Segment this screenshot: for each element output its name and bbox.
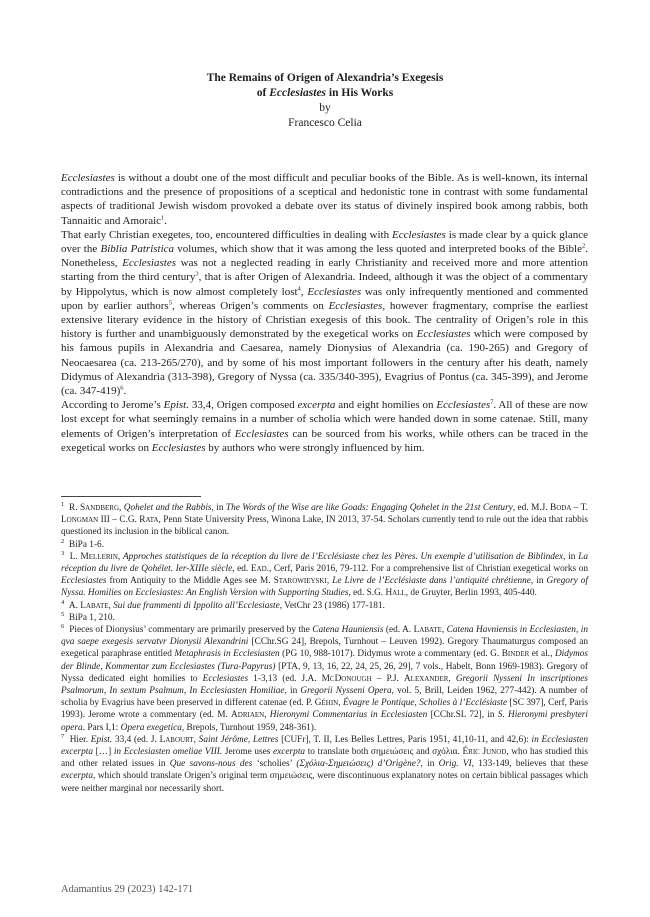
paragraph-2: That early Christian exegetes, too, encountered difficulties in dealing with Ecclesiastes is made clear by a quick glance over the Biblia Patristica volumes, which show that it was among the less quoted and interpreted books of the Bible$^2$. Nonetheless, Ecclesiastes was not a neglected reading in early Christianity and received more and more attention starting from the third century$^3$, that is after Origen of Alexandria. Indeed, although it was the object of a commentary by Hippolytus, which is now almost completely lost$^4$, Ecclesiastes was only infrequently mentioned and commented upon by earlier authors$^5$, whereas Origen’s comments on Ecclesiastes, however fragmentary, comprise the earliest extensive literary evidence in the history of Christian exegesis of this book. The centrality of Origen’s role in this history is further and unambiguously demonstrated by the exegetical works on Ecclesiastes which were composed by his famous pupils in Alexandria and Caesarea, namely Dionysius of Alexandria (ca. 190-265) and Gregory of Neocaesarea (ca. 213-265/270), and by some of his most important followers in the century after his death, namely Didymus of Alexandria (313-398), Gregory of Nyssa (ca. 335/340-395), Evagrius of Pontus (ca. 345-399), and Jerome (ca. 347-419)$^6$. [61,228,589,398]
footnote-separator [61,496,201,497]
article-title-line1: The Remains of Origen of Alexandria’s Exegesis [206,72,444,84]
footnote-5: $^5$ BiPa 1, 210. [61,610,115,623]
article-title-line2: of Ecclesiastes in His Works [256,87,394,99]
author-name: Francesco Celia [288,117,362,129]
journal-footer: Adamantius 29 (2023) 142-171 [61,884,194,895]
footnote-3: $^3$ L. Mellerin, Approches statistiques de la réception du livre de l’Ecclésiaste chez les Pères. Un exemple d’utilisation de Biblindex, in La réception du livre de Qohélet. Ier-XIIIe siècle, ed. Ead., Cerf, Paris 2016, 79-112. For a comprehensive list of Christian exegetical works on Ecclesiastes from Antiquity to the Middle Ages see M. Starowieyski, Le Livre de l’Ecclésiaste dans l’antiquité chrétienne, in Gregory of Nyssa. Homilies on Ecclesiastes: An English Version with Supporting Studies, ed. S.G. Hall, de Gruyter, Berlin 1993, 405-440. [61,549,589,599]
body-text [61,171,588,455]
footnote-6: $^6$ Pieces of Dionysius’ commentary are primarily preserved by the Catena Hauniensis (ed. A. Labate, Catena Havniensis in Ecclesiasten, in qva saepe exegesis servatvr Dionysii Alexandrini [CChr.SG 24], Brepols, Turnhout – Leuven 1992). Gregory Thaumaturgus composed an exegetical paraphrase entitled Metaphrasis in Ecclesiasten (PG 10, 988-1017). Didymus wrote a commentary (ed. G. Binder et al., Didymos der Blinde, Kommentar zum Ecclesiastes (Tura-Papyrus) [PTA, 9, 13, 16, 22, 24, 25, 26, 29], 7 vols., Habelt, Bonn 1969-1983). Gregory of Nyssa dedicated eight homilies to Ecclesiastes 1-3,13 (ed. J.A. McDonough – P.J. Alexander, Gregorii Nysseni In inscriptiones Psalmorum, In sextum Psalmum, In Ecclesiasten Homiliae, in Gregorii Nysseni Opera, vol. 5, Brill, Leiden 1962, 277-442). A number of scholia by Evagrius have been preserved in different catenae (ed. P. Géhin, Évagre le Pontique, Scholies à l’Ecclésiaste [SC 397], Cerf, Paris 1993). Jerome wrote a commentary (ed. M. Adriaen, Hieronymi Commentarius in Ecclesiasten [CChr.SL 72], in S. Hieronymi presbyteri opera. Pars I,1: Opera exegetica, Brepols, Turnhout 1959, 248-361). [61,622,589,733]
footnotes [61,502,588,795]
by-line: by [319,102,331,114]
footnote-1: $^1$ R. Sandberg, Qohelet and the Rabbis, in The Words of the Wise are like Goads: Engaging Qohelet in the 21st Century, ed. M.J. Boda – T. Longman III – C.G. Rata, Penn State University Press, Winona Lake, IN 2013, 37-54. Scholars currently tend to rule out the idea that rabbis questioned its inclusion in the biblical canon. [61,500,588,538]
paragraph-1: Ecclesiastes is without a doubt one of the most difficult and peculiar books of the Bible. As is well-known, its internal contradictions and the presence of propositions of a sceptical and hedonistic tone in contrast with some fundamental aspects of traditional Jewish wisdom provoked a debate over its status of divinely inspired book among rabbis, both Tannaitic and Amoraic$^1$. [61,172,588,227]
paragraph-3: According to Jerome’s Epist. 33,4, Origen composed excerpta and eight homilies on Ecclesiastes$^7$. All of these are now lost except for what seemingly remains in a number of scholia which were handed down in some catenae. Still, many elements of Origen’s interpretation of Ecclesiastes can be sourced from his works, while others can be traced in the exegetical works on Ecclesiastes by authors who were strongly influenced by him. [61,398,588,454]
footnote-7: $^7$ Hier. Epist. 33,4 (ed. J. Labourt, Saint Jérôme, Lettres [CUFr], T. II, Les Belles Lettres, Paris 1951, 41,10-11, and 42,6): in Ecclesiasten excerpta […] in Ecclesiasten omeliae VIII. Jerome uses excerpta to translate both σημειώσεις and σχόλια. Éric Junod, who has studied this and other related issues in Que savons-nous des ‘scholies’ (Σχόλια-Σημειώσεις) d’Origène?, in Orig. VI, 133-149, believes that these excerpta, which should translate Origen’s original term σημειώσεις, were discontinuous explanatory notes on certain biblical passages which were neither marginal nor necessarily short. [61,732,588,794]
article-title-block [0,71,650,131]
footnote-4: $^4$ A. Labate, Sui due frammenti di Ippolito all’Ecclesiaste, VetChr 23 (1986) 177-181. [61,598,385,611]
footnote-2: $^2$ BiPa 1-6. [61,537,105,550]
